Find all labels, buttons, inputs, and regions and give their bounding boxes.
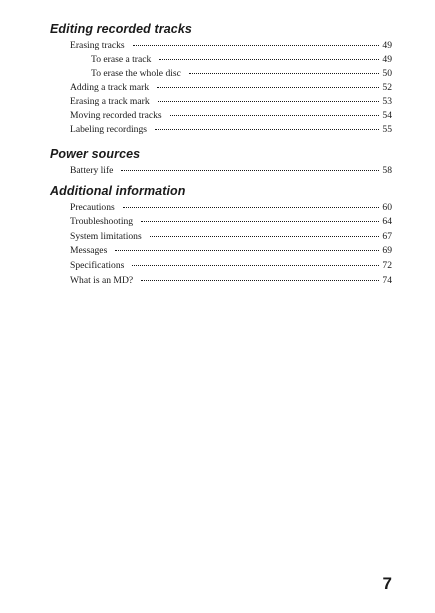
dot-leader — [189, 73, 380, 74]
dot-leader — [141, 280, 379, 281]
toc-entry-moving-recorded-tracks[interactable] — [70, 110, 392, 122]
dot-leader — [159, 59, 379, 60]
toc-entry-adding-track-mark[interactable] — [70, 82, 392, 94]
section-title-power-sources: Power sources — [50, 147, 141, 161]
toc-entry-battery-life[interactable] — [70, 165, 392, 177]
toc-entry-page: 50 — [382, 68, 392, 79]
toc-entry-page: 64 — [382, 216, 392, 227]
toc-entry-label: To erase a track — [91, 54, 152, 65]
toc-entry-erasing-tracks[interactable] — [70, 40, 392, 52]
toc-entry-label: Moving recorded tracks — [70, 110, 162, 121]
toc-entry-page: 67 — [382, 231, 392, 242]
toc-entry-page: 72 — [382, 260, 392, 271]
toc-entry-page: 49 — [382, 54, 392, 65]
toc-entry-label: Adding a track mark — [70, 82, 150, 93]
toc-entry-system-limitations[interactable] — [70, 231, 392, 243]
dot-leader — [121, 170, 379, 171]
toc-entry-page: 60 — [382, 202, 392, 213]
toc-entry-label: Messages — [70, 245, 108, 256]
dot-leader — [141, 221, 379, 222]
toc-entry-precautions[interactable] — [70, 202, 392, 214]
toc-entry-label: Precautions — [70, 202, 115, 213]
toc-entry-label: Erasing a track mark — [70, 96, 150, 107]
dot-leader — [150, 236, 380, 237]
toc-entry-page: 53 — [382, 96, 392, 107]
toc-entry-page: 74 — [382, 275, 392, 286]
dot-leader — [158, 101, 380, 102]
dot-leader — [157, 87, 379, 88]
toc-entry-erase-a-track[interactable] — [91, 54, 392, 66]
toc-entry-page: 55 — [382, 124, 392, 135]
dot-leader — [115, 250, 379, 251]
dot-leader — [133, 45, 380, 46]
toc-entry-label: Erasing tracks — [70, 40, 125, 51]
toc-entry-page: 58 — [382, 165, 392, 176]
section-title-additional-information: Additional information — [50, 184, 186, 198]
toc-entry-label: System limitations — [70, 231, 142, 242]
toc-entry-page: 69 — [382, 245, 392, 256]
toc-entry-page: 49 — [382, 40, 392, 51]
toc-entry-page: 54 — [382, 110, 392, 121]
toc-entry-label: Troubleshooting — [70, 216, 134, 227]
toc-entry-label: Labeling recordings — [70, 124, 147, 135]
toc-entry-page: 52 — [382, 82, 392, 93]
dot-leader — [132, 265, 379, 266]
page-number: 7 — [382, 574, 392, 593]
toc-entry-label: Battery life — [70, 165, 114, 176]
toc-entry-what-is-an-md[interactable] — [70, 275, 392, 287]
toc-entry-troubleshooting[interactable] — [70, 216, 392, 228]
toc-entry-label: What is an MD? — [70, 275, 134, 286]
section-title-editing: Editing recorded tracks — [50, 22, 192, 36]
toc-entry-label: Specifications — [70, 260, 125, 271]
dot-leader — [170, 115, 380, 116]
toc-entry-labeling-recordings[interactable] — [70, 124, 392, 136]
dot-leader — [155, 129, 379, 130]
toc-entry-erasing-track-mark[interactable] — [70, 96, 392, 108]
dot-leader — [123, 207, 380, 208]
toc-entry-messages[interactable] — [70, 245, 392, 257]
toc-entry-erase-whole-disc[interactable] — [91, 68, 392, 80]
toc-entry-label: To erase the whole disc — [91, 68, 181, 79]
toc-entry-specifications[interactable] — [70, 260, 392, 272]
